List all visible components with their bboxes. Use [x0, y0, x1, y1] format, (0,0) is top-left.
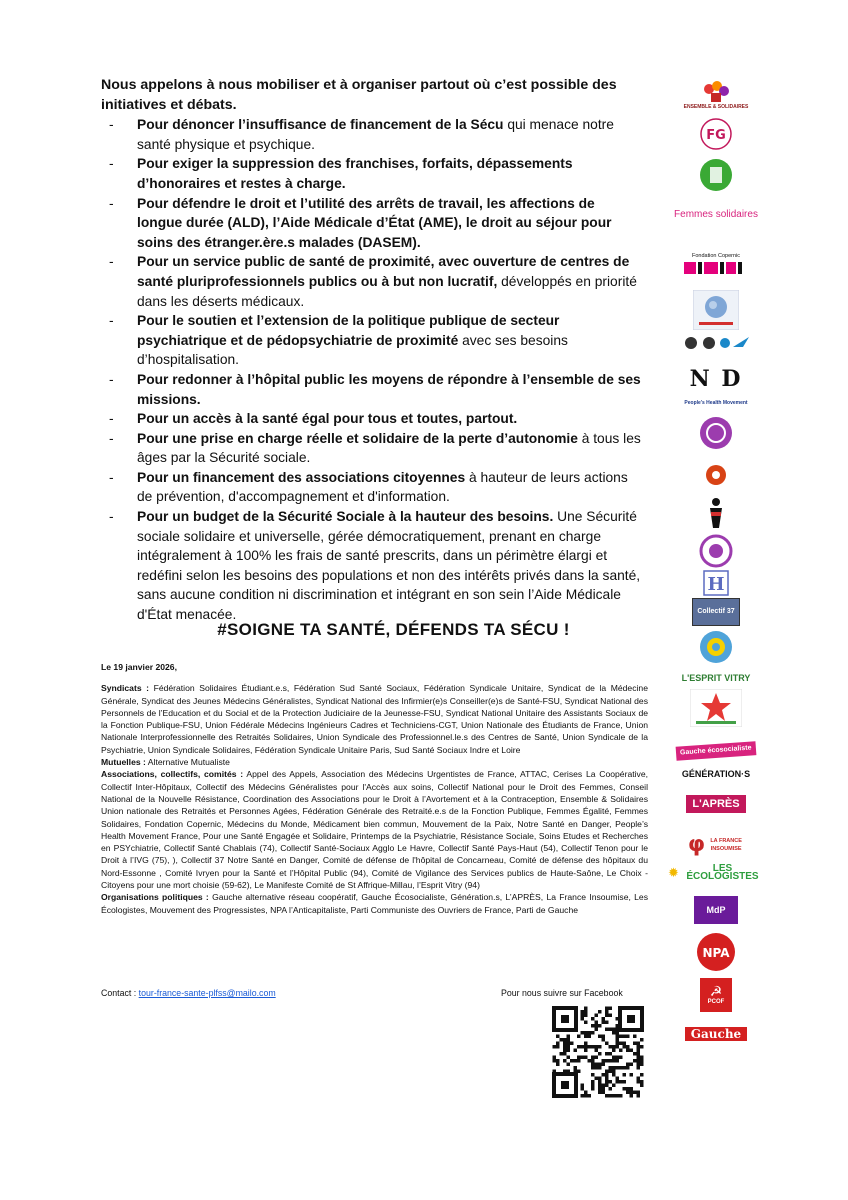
demand-item: - Pour redonner à l’hôpital public les moyens de répondre à l’ensemble de ses missions.	[109, 371, 641, 407]
logo-ensemble-solidaires: ENSEMBLE & SOLIDAIRES	[668, 78, 764, 114]
contact-label: Contact :	[101, 988, 139, 998]
logo-purple-circle	[668, 416, 764, 450]
logo-parti-de-gauche: Gauche	[668, 1022, 764, 1046]
bullet-dash: -	[109, 254, 114, 270]
sun-icon: ✹	[668, 865, 679, 880]
collectif-circle-icon	[699, 534, 733, 568]
logo-collectif-37: Collectif 37	[668, 598, 764, 626]
organisations-paragraph: Organisations politiques : Gauche alternative réseau coopératif, Gauche Écosocialiste, Génération.s, L’APRÈS, La France Insoumise, Les Écologistes, Mouvement des Progressistes, NPA l’Anticapitaliste, Parti Communiste des Ouvriers de France, Parti de Gauche	[101, 892, 648, 915]
contact-line	[101, 988, 276, 998]
svg-text:NPA: NPA	[702, 946, 730, 960]
logo-esprit-vitry: L'ESPRIT VITRY	[681, 673, 751, 683]
demand-item: - Pour un budget de la Sécurité Sociale à la hauteur des besoins. Une Sécurité sociale solidaire et universelle, gérée démocratiquement, prenant en charge intégralement à 100% les frais de santé prescrits, dans un périmètre élargi et redéfini selon les besoins des populations et non des intérêts privés dans la santé, sans aucune condition ni discrimination et intégrant en son sein l’Aide Médicale d'État menacée.	[109, 509, 641, 623]
hands-icon	[701, 81, 731, 103]
demand-item: - Pour dénoncer l’insuffisance de financement de la Sécu qui menace notre santé physique et psychique.	[109, 117, 614, 152]
logo-npa	[668, 932, 764, 972]
bullet-dash: -	[109, 411, 114, 427]
demand-item: - Pour un service public de santé de proximité, avec ouverture de centres de santé pluriprofessionnels publics ou à but non lucratif, développés en priorité dans les déserts médicaux.	[109, 254, 637, 309]
fgr-seal-icon	[700, 118, 732, 150]
intro-paragraph: Nous appelons à nous mobiliser et à organiser partout où c’est possible des initiatives et débats.	[101, 77, 617, 113]
star-icon	[690, 689, 742, 727]
logo-medicament-bien-commun	[668, 288, 764, 332]
demand-item: - Pour le soutien et l’extension de la politique publique de secteur psychiatrique et de pédopsychiatrie de proximité avec ses besoins d’hospitalisation.	[109, 313, 568, 368]
purple-circle-icon	[699, 416, 733, 450]
bullet-dash: -	[109, 313, 114, 329]
demand-item: - Pour défendre le droit et l’utilité des arrêts de travail, les affections de longue durée (ALD), l’Aide Médicale d’État (AME), le droit au séjour pour soins des étranger.ère.s malades (DASEM).	[109, 195, 612, 250]
logo-notre-sante-danger: N D	[689, 366, 743, 392]
logo-gauche-ecosocialiste: Gauche écosocialiste	[668, 740, 764, 762]
logo-mdp: MdP	[668, 894, 764, 926]
logo-collectif-sante	[668, 534, 764, 568]
bullet-dash: -	[109, 117, 114, 133]
bullet-dash: -	[109, 195, 114, 211]
flower-icon	[701, 459, 731, 491]
dove-icon	[681, 333, 751, 353]
main-text	[101, 76, 641, 625]
demand-item: - Pour un financement des associations citoyennes à hauteur de leurs actions de prévention, d'accompagnement et d'information.	[109, 469, 628, 505]
green-circle-icon	[699, 158, 733, 192]
demand-item: - Pour une prise en charge réelle et solidaire de la perte d’autonomie à tous les âges par la Sécurité sociale.	[109, 430, 641, 466]
phi-icon: φ	[687, 832, 706, 857]
copernic-bars-icon	[684, 260, 748, 276]
document-date: Le 19 janvier 2026,	[101, 662, 177, 672]
slogan-heading: #SOIGNE TA SANTÉ, DÉFENDS TA SÉCU !	[217, 620, 570, 639]
svg-text:H: H	[707, 574, 725, 595]
bullet-dash: -	[109, 469, 114, 485]
logo-fondation-copernic: Fondation Copernic	[668, 250, 764, 278]
logo-phm: People's Health Movement	[684, 400, 748, 406]
logo-green-circle	[668, 158, 764, 192]
npa-circle-icon	[696, 932, 736, 972]
logo-ecologistes: ✹ LES ÉCOLOGISTES	[668, 863, 759, 882]
hammer-sickle-icon: ☭	[709, 983, 723, 999]
logo-cmo	[668, 630, 764, 664]
h-icon	[703, 570, 729, 596]
bullet-dash: -	[109, 371, 114, 387]
demands-list	[101, 115, 641, 624]
logo-lfi: φ LA FRANCE INSOUMISE	[687, 832, 742, 857]
logo-printemps-psychiatrie	[668, 458, 764, 492]
logo-fgr-fp	[668, 116, 764, 152]
logo-mouvement-paix	[668, 332, 764, 354]
facebook-follow-label: Pour nous suivre sur Facebook	[501, 988, 623, 998]
associations-paragraph: Associations, collectifs, comités : Appel des Appels, Association des Médecins Urgentistes de France, ATTAC, Cerises La Coopérative, Collectif Inter-Hôpitaux, Collectif des Médecins Généralistes pour l'Accès aux soins, Collectif National pour le Droit des Femmes, Conseil National de la Nouvelle Résistance, Coordination des Associations pour le Droit à l’Avortement et à la Contraception, Ensemble & Solidaires Union nationale des Retraités et Personnes Agées, Fédération Générale des Retraité.e.s de la Fonction Publique, Femmes Égalité, Femmes Solidaires, Fondation Copernic, Médecins du Monde, Médicament bien commun, Mouvement de la Paix, Notre Santé en Danger, People’s Health Movement France, Pour une Santé Engagée et Solidaire, Printemps de la Psychiatrie, Résistance Sociale, Soins Etudes et Recherches en PSYchiatrie, Collectif Santé Chablais (74), Collectif Santé-Sociaux Agglo Le Havre, Collectif Santé Pays-Haut (54), Collectif Tenon pour le Droit à l’IVG (75), ), Collectif 37 Notre Santé en Danger, Comité de défense de l'hôpital de Concarneau, Comité de défense des hôpitaux du Nord-Essonne , Comité Ivryen pour la Santé et l’Hôpital Public (94), Comité de Vigilance des Services publics de Haute-Saône, Le Choix - Citoyens pour une mort choisie (59-62), Le Manifeste Comité de St Affrique-Millau, l’Esprit Vitry (94)	[101, 769, 648, 891]
demand-item: - Pour un accès à la santé égal pour tous et toutes, partout.	[101, 409, 641, 429]
syndicats-paragraph: Syndicats : Fédération Solidaires Étudiant.e.s, Fédération Sud Santé Sociaux, Fédération Syndicale Unitaire, Syndicat de la Médecine Générale, Syndicat des Jeunes Médecins Généralistes, Syndicat National des Infirmier(e)s Conseiller(e)s de Santé-FSU, Syndicat National des Personnels de l’Education et du Social et de la Protection Judiciaire de la Jeunesse-FSU, Syndicat National Unitaire des Assistants Sociaux de la Fonction Publique-FSU, Union Fédérale Médecins Ingénieurs Cadres et Techniciens-CGT, Union Nationale des Étudiants de France, Union Nationale Interprofessionnelle des Retraités Solidaires, Union Syndicale des Professionnel.le.s des Centres de Santé, Union Syndicale de la Psychiatrie, Union Syndicale Solidaires, Fédération Syndicale Unitaire Paris, Sud Santé Sociaux Indre et Loire	[101, 683, 648, 755]
logo-gauche-alternative	[668, 688, 764, 728]
logo-lapres: L'APRÈS	[668, 790, 764, 818]
mutuelles-paragraph: Mutuelles : Alternative Mutualiste	[101, 757, 230, 768]
logo-generations: GÉNÉRATION·S	[681, 769, 751, 779]
globe-icon	[693, 290, 739, 330]
logo-femmes-solidaires: Femmes solidaires	[674, 209, 758, 220]
logo-pcof: ☭ PCOF	[668, 978, 764, 1012]
person-icon	[705, 496, 727, 530]
qr-code[interactable]	[552, 1006, 644, 1098]
bullet-dash: -	[109, 430, 114, 446]
svg-text:FG: FG	[706, 128, 726, 143]
bullet-dash: -	[109, 156, 114, 172]
demand-item: - Pour exiger la suppression des franchises, forfaits, dépassements d’honoraires et restes à charge.	[109, 156, 573, 191]
cmo-circle-icon	[699, 630, 733, 664]
signatories-section	[101, 661, 648, 916]
contact-email-link[interactable]: tour-france-sante-plfss@mailo.com	[138, 988, 276, 998]
bullet-dash: -	[109, 509, 114, 525]
logo-tenon	[668, 570, 764, 596]
logo-silhouette	[668, 496, 764, 530]
